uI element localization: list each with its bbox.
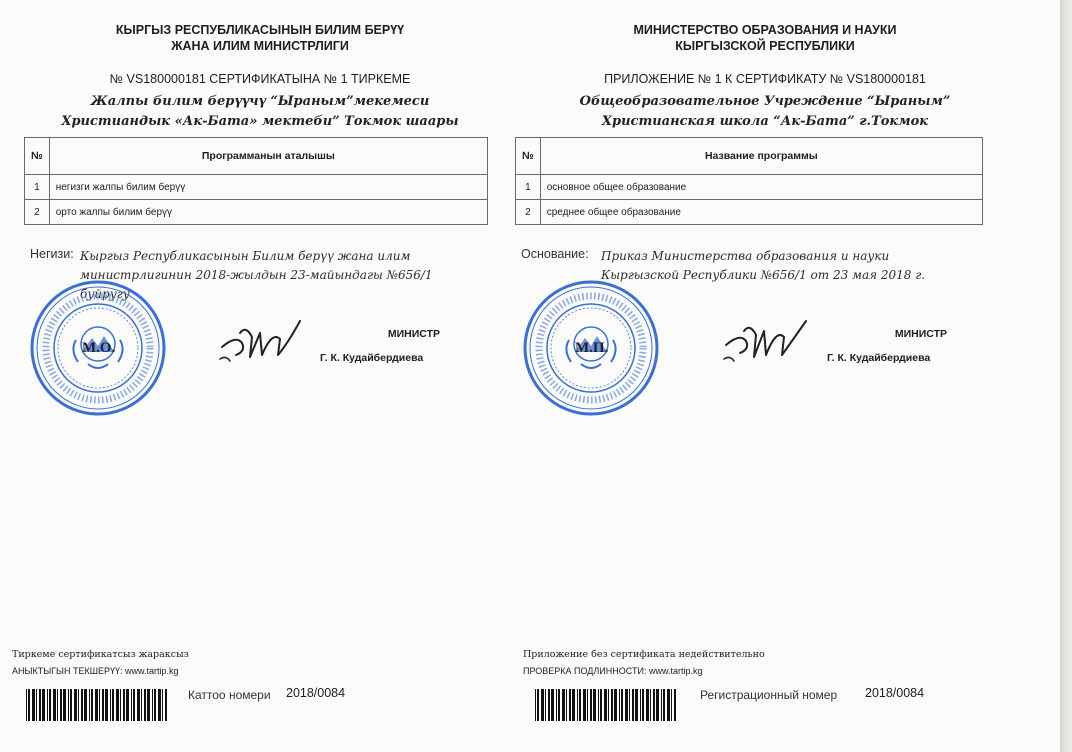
program-name: основное общее образование (540, 175, 982, 200)
validity-note: Тиркеме сертификатсыз жараксыз (12, 649, 189, 660)
minister-title: МИНИСТР (894, 328, 947, 340)
school-name-line2: Христианская школа “Ак-Бата” г.Токмок (601, 114, 929, 129)
table-row (516, 200, 983, 225)
verification-note: АНЫКТЫГЫН ТЕКШЕРҮҮ: www.tartip.kg (12, 666, 179, 676)
school-name-line1: Жалпы билим берүүчү “Ыраным”мекемеси (90, 94, 430, 109)
verification-note: ПРОВЕРКА ПОДЛИННОСТИ: www.tartip.kg (523, 666, 703, 676)
barcode (535, 689, 677, 721)
minister-title: МИНИСТР (387, 328, 440, 340)
school-name-line1: Общеобразовательное Учреждение “Ыраным” (579, 94, 951, 109)
minister-name: Г. К. Кудайбердиева (827, 352, 931, 364)
row-number: 2 (516, 200, 541, 225)
handwritten-signature (216, 315, 316, 370)
row-number: 1 (516, 175, 541, 200)
program-name: среднее общее образование (540, 200, 982, 225)
table-row (25, 175, 488, 200)
program-name-header: Программанын аталышы (49, 138, 487, 175)
ministry-name-line1: КЫРГЫЗ РЕСПУБЛИКАСЫНЫН БИЛИМ БЕРҮҮ (115, 23, 405, 37)
ministry-name-line2: ЖАНА ИЛИМ МИНИСТРЛИГИ (171, 39, 349, 53)
official-seal-stamp (523, 280, 659, 416)
program-name-header: Название программы (540, 138, 982, 175)
number-header: № (25, 138, 50, 175)
ministry-name-line1: МИНИСТЕРСТВО ОБРАЗОВАНИЯ И НАУКИ (633, 23, 897, 37)
school-name-line2: Христиандык «Ак-Бата» мектеби” Токмок шаары (61, 114, 459, 129)
basis-text: Приказ Министерства образования и науки Кыргызской Республики №656/1 от 23 мая 2018 г. (601, 249, 926, 282)
registration-number: 2018/0084 (286, 686, 346, 700)
official-seal-stamp (30, 280, 166, 416)
registration-label: Регистрационный номер (700, 688, 838, 702)
registration-number: 2018/0084 (865, 686, 925, 700)
basis-label: Основание: (521, 247, 589, 261)
seal-mark-text: М.П. (575, 340, 609, 356)
appendix-russian (505, 0, 1025, 752)
page-edge (1060, 0, 1072, 752)
table-row (516, 175, 983, 200)
program-name: негизги жалпы билим берүү (49, 175, 487, 200)
programs-table (515, 137, 983, 225)
appendix-title: ПРИЛОЖЕНИЕ № 1 К СЕРТИФИКАТУ № VS180000181 (604, 72, 926, 86)
row-number: 1 (25, 175, 50, 200)
basis-text: Кыргыз Республикасынын Билим берүү жана илим министрлигинин 2018-жылдын 23-майындагы №656/1 буйругу (80, 249, 433, 301)
basis-label: Негизи: (30, 247, 74, 261)
table-header-row (516, 138, 983, 175)
minister-name: Г. К. Кудайбердиева (320, 352, 424, 364)
validity-note: Приложение без сертификата недействительно (523, 649, 765, 660)
seal-mark-text: М.О. (82, 340, 116, 356)
program-name: орто жалпы билим берүү (49, 200, 487, 225)
programs-table (24, 137, 488, 225)
registration-label: Каттоо номери (188, 688, 271, 702)
row-number: 2 (25, 200, 50, 225)
table-header-row (25, 138, 488, 175)
number-header: № (516, 138, 541, 175)
ministry-name-line2: КЫРГЫЗСКОЙ РЕСПУБЛИКИ (675, 39, 855, 53)
barcode (26, 689, 168, 721)
appendix-kyrgyz (0, 0, 520, 752)
appendix-title: № VS180000181 СЕРТИФИКАТЫНА № 1 ТИРКЕМЕ (109, 72, 411, 86)
handwritten-signature (720, 315, 820, 370)
table-row (25, 200, 488, 225)
